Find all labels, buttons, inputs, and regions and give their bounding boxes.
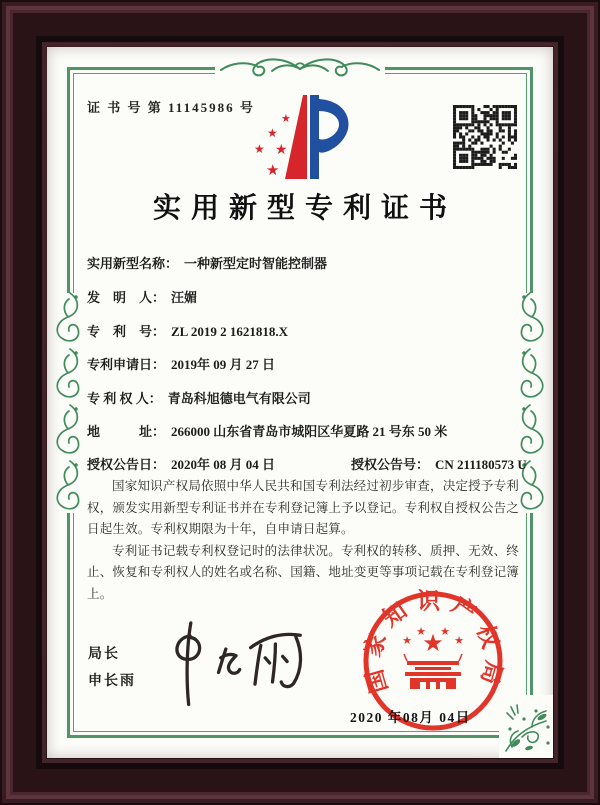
body-paragraph: 专利证书记载专利权登记时的法律状况。专利权的转移、质押、无效、终止、恢复和专利权人的姓名或名称、国籍、地址变更等事项记载在专利登记簿上。 (87, 543, 519, 601)
field-row (87, 354, 517, 374)
director-title: 局长 (88, 647, 120, 662)
certificate-title: 实用新型专利证书 (152, 193, 457, 224)
field-value: 2019年 09 月 27 日 (171, 357, 276, 372)
floral-corner-icon (502, 703, 552, 755)
seal-date: 2020 年08月 04日 (350, 710, 471, 725)
field-row (87, 287, 517, 307)
grant-date-label: 授权公告日： (87, 457, 166, 472)
svg-text:★: ★ (416, 626, 426, 638)
field-row (87, 388, 517, 408)
field-label: 专利申请日： (87, 357, 166, 372)
field-value: 一种新型定时智能控制器 (184, 256, 328, 271)
field-label: 地 址： (87, 424, 166, 439)
svg-text:★: ★ (281, 113, 291, 125)
svg-text:★: ★ (422, 631, 444, 657)
cnipa-logo-icon (250, 89, 360, 184)
director-name: 申长雨 (88, 674, 136, 689)
field-value: ZL 2019 2 1621818.X (171, 324, 289, 339)
national-emblem-icon (402, 626, 464, 689)
svg-text:★: ★ (454, 635, 464, 647)
field-label: 专 利 权 人： (87, 391, 162, 406)
field-row (87, 253, 517, 273)
grant-number-value: CN 211180573 U (435, 457, 527, 472)
certificate-page (47, 47, 553, 758)
seal-text: 国家知识产权局 (359, 588, 507, 696)
field-value: 266000 山东省青岛市城阳区华夏路 21 号东 50 米 (171, 424, 448, 439)
field-label: 专 利 号： (87, 324, 166, 339)
certificate-number: 证 书 号 第 11145986 号 (87, 100, 255, 115)
svg-text:★: ★ (254, 142, 265, 156)
body-paragraph: 国家知识产权局依照中华人民共和国专利法经过初步审查，决定授予专利权，颁发实用新型专利证书并在专利登记簿上予以登记。专利权自授权公告之日起生效。专利权期限为十年，自申请日起算。 (87, 479, 519, 536)
flourish-top-icon (215, 53, 385, 83)
vine-right-icon (515, 291, 547, 515)
vine-left-icon (53, 291, 85, 515)
svg-text:★: ★ (275, 143, 288, 158)
field-row (87, 421, 517, 441)
field-value: 青岛科旭德电气有限公司 (167, 391, 311, 406)
grant-number-label: 授权公告号： (351, 457, 430, 472)
field-row (87, 321, 517, 341)
svg-text:★: ★ (267, 126, 278, 140)
svg-text:★: ★ (266, 163, 280, 179)
svg-text:★: ★ (440, 626, 450, 638)
qr-code (453, 105, 517, 169)
field-value: 汪媚 (171, 290, 198, 305)
field-label: 发 明 人： (87, 290, 166, 305)
grant-date-value: 2020年 08 月 04 日 (171, 457, 276, 472)
svg-text:★: ★ (402, 635, 412, 647)
signature-icon (150, 614, 325, 709)
field-row-grant (87, 454, 527, 474)
field-label: 实用新型名称： (87, 256, 179, 271)
